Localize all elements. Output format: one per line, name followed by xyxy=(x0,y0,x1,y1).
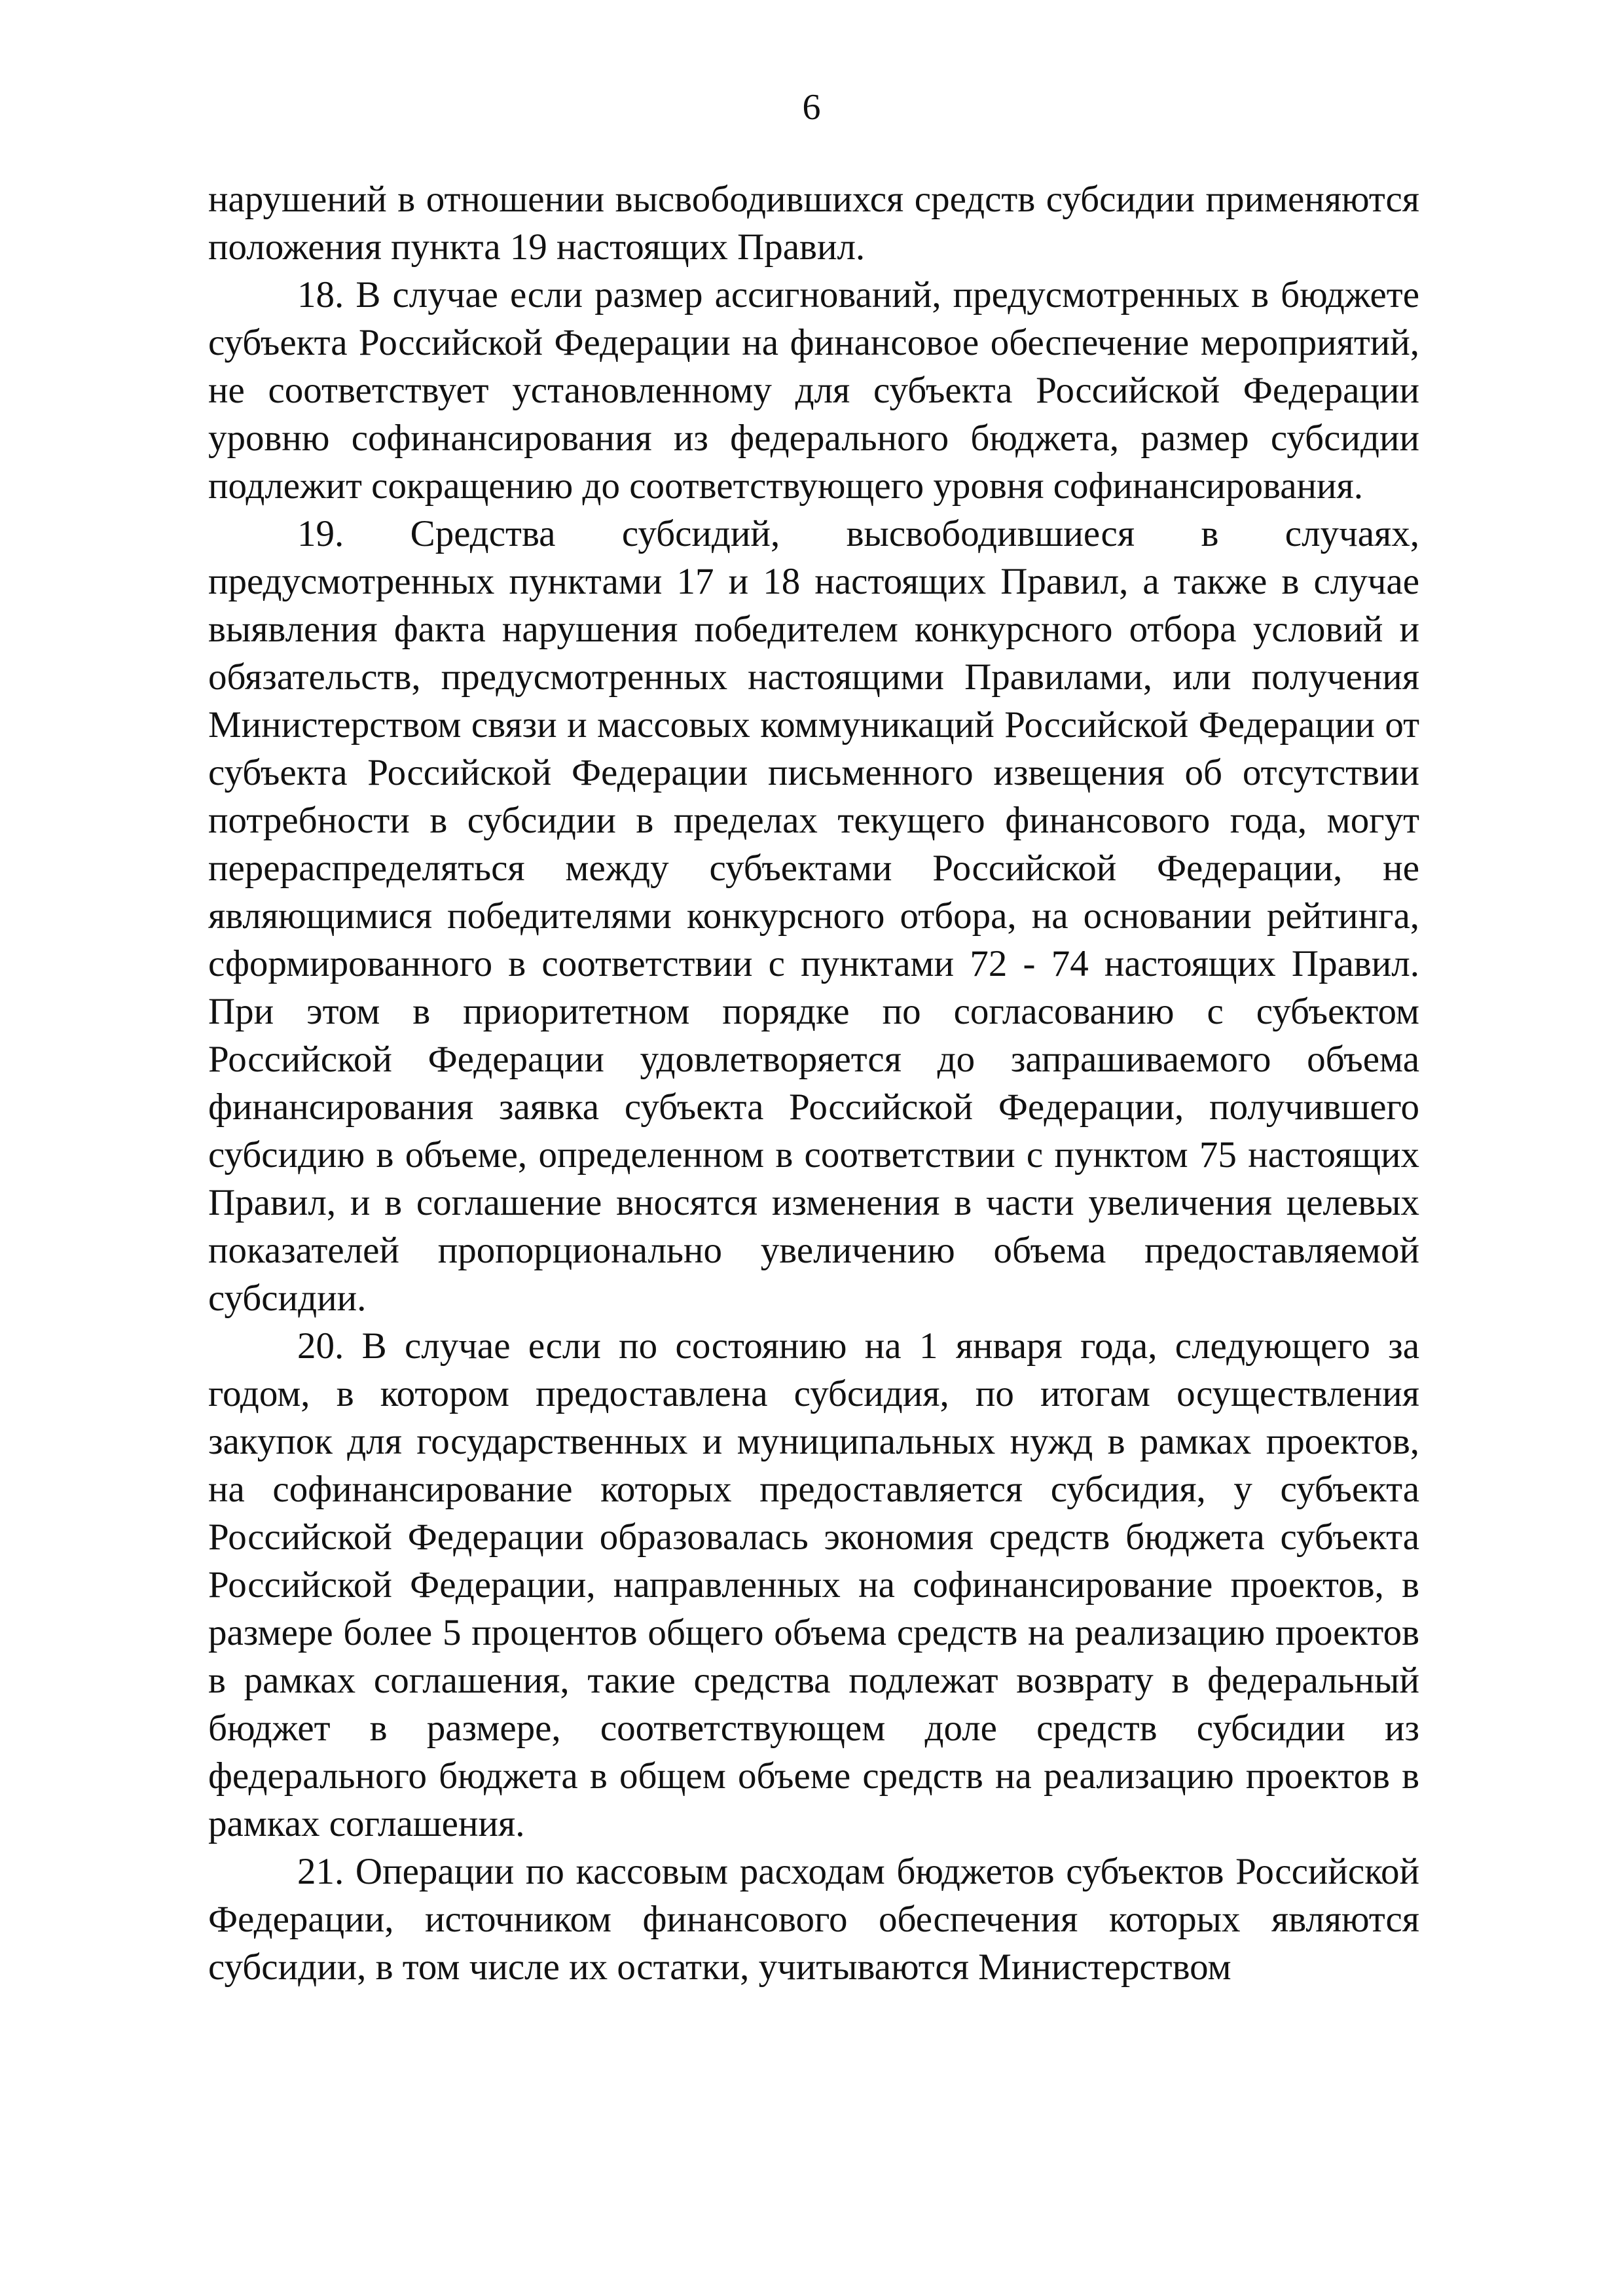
paragraph-21: 21. Операции по кассовым расходам бюджетов субъектов Российской Федерации, источником финансового обеспечения которых являются субсидии, в том числе их остатки, учитываются Министерством xyxy=(208,1851,1419,1988)
page-number: 6 xyxy=(802,87,821,128)
paragraph-18: 18. В случае если размер ассигнований, предусмотренных в бюджете субъекта Российской Федерации на финансовое обеспечение мероприятий, не соответствует установленному для субъекта Российской Федерации уровню софинансирования из федерального бюджета, размер субсидии подлежит сокращению до соответствующего уровня софинансирования. xyxy=(208,274,1419,507)
paragraph-continuation: нарушений в отношении высвободившихся средств субсидии применяются положения пункта 19 настоящих Правил. xyxy=(208,179,1419,268)
paragraph-19: 19. Средства субсидий, высвободившиеся в случаях, предусмотренных пунктами 17 и 18 настоящих Правил, а также в случае выявления факта нарушения победителем конкурсного отбора условий и обязательств, предусмотренных настоящими Правилами, или получения Министерством связи и массовых коммуникаций Российской Федерации от субъекта Российской Федерации письменного извещения об отсутствии потребности в субсидии в пределах текущего финансового года, могут перераспределяться между субъектами Российской Федерации, не являющимися победителями конкурсного отбора, на основании рейтинга, сформированного в соответствии с пунктами 72 - 74 настоящих Правил. При этом в приоритетном порядке по согласованию с субъектом Российской Федерации удовлетворяется до запрашиваемого объема финансирования заявка субъекта Российской Федерации, получившего субсидию в объеме, определенном в соответствии с пунктом 75 настоящих Правил, и в соглашение вносятся изменения в части увеличения целевых показателей пропорционально увеличению объема предоставляемой субсидии. xyxy=(208,513,1419,1319)
paragraph-20: 20. В случае если по состоянию на 1 января года, следующего за годом, в котором предоставлена субсидия, по итогам осуществления закупок для государственных и муниципальных нужд в рамках проектов, на софинансирование которых предоставляется субсидия, у субъекта Российской Федерации образовалась экономия средств бюджета субъекта Российской Федерации, направленных на софинансирование проектов, в размере более 5 процентов общего объема средств на реализацию проектов в рамках соглашения, такие средства подлежат возврату в федеральный бюджет в размере, соответствующем доле средств субсидии из федерального бюджета в общем объеме средств на реализацию проектов в рамках соглашения. xyxy=(208,1325,1419,1844)
document-body xyxy=(208,175,1419,1991)
